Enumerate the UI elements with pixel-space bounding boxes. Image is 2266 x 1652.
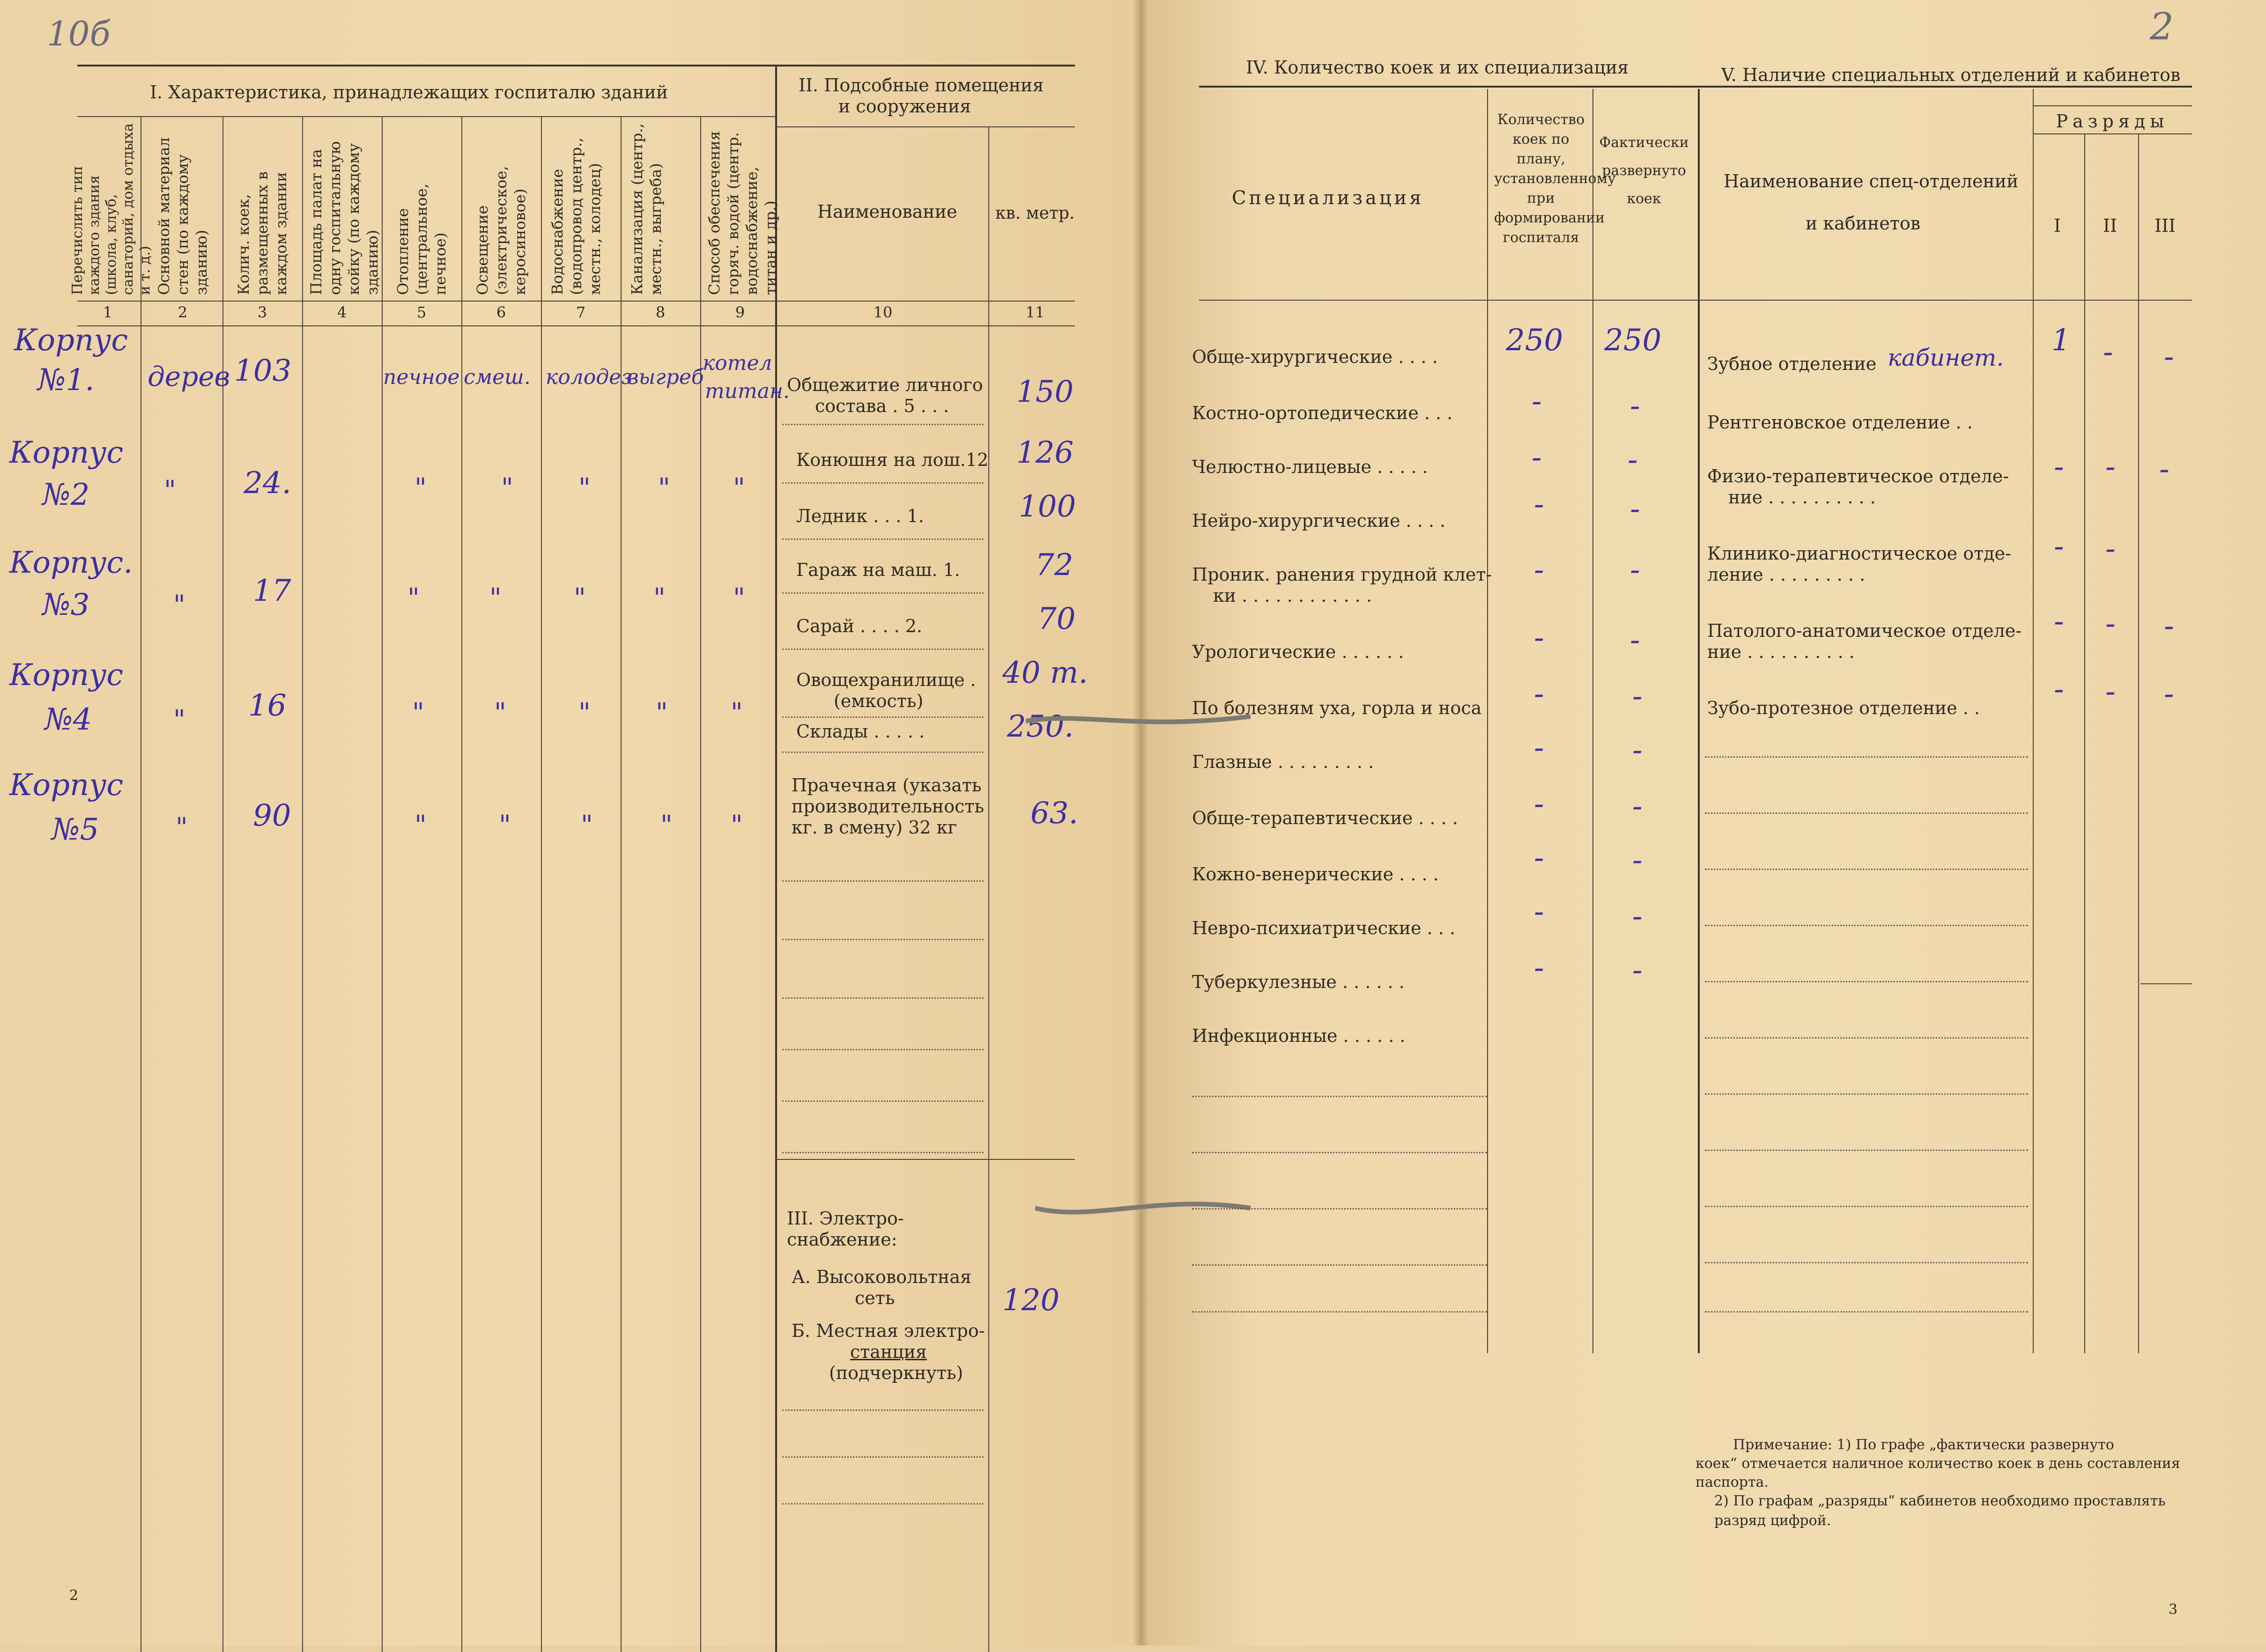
row1-building-b: №1. xyxy=(37,363,95,398)
colnum-8: 8 xyxy=(655,303,666,321)
s2-item1-line1: Общежитие личного xyxy=(787,375,983,395)
s2-item3-line1: Ледник . . . 1. xyxy=(796,506,924,526)
note-line3: паспорта. xyxy=(1696,1474,1769,1490)
row2-wall: " xyxy=(164,475,176,506)
row3-hot: " xyxy=(733,583,745,613)
colnum-2: 2 xyxy=(178,303,188,321)
row4-wall: " xyxy=(173,705,185,735)
s5-row6-r3: - xyxy=(2164,677,2174,711)
s4-row12-fact: - xyxy=(1632,953,1643,988)
s4-row3-name: Челюстно-лицевые . . . . . xyxy=(1192,457,1428,477)
row5-water: " xyxy=(581,810,593,841)
s2-item7-line1: Склады . . . . . xyxy=(796,721,925,742)
row2-light: " xyxy=(501,473,513,503)
s5-row5-r1: - xyxy=(2054,604,2064,639)
s5-row1-r3: - xyxy=(2164,339,2174,374)
s4-row9-name: Обще-терапевтические . . . . xyxy=(1192,808,1458,828)
row5-building-a: Корпус xyxy=(9,768,124,803)
s4-row4-name: Нейро-хирургические . . . . xyxy=(1192,510,1446,531)
col7-header: Водоснабжение (водопровод центр., местн., колодец) xyxy=(548,137,604,295)
col8-header: Канализация (центр., местн., выгреба) xyxy=(628,123,665,295)
colnum-3: 3 xyxy=(257,303,267,321)
s2-item1-line2: состава . 5 . . . xyxy=(815,396,949,416)
s4-row2-plan: - xyxy=(1532,384,1542,419)
row4-beds: 16 xyxy=(248,688,287,723)
s4-row1-fact: 250 xyxy=(1604,323,1662,358)
s4-row5-name-cont: ки . . . . . . . . . . . . xyxy=(1213,585,1372,606)
row2-water: " xyxy=(578,473,591,503)
s4-col-plan: Количество коек по плану, установленному при формировании госпиталя xyxy=(1494,111,1616,246)
s5-row5-r3: - xyxy=(2164,609,2174,643)
s2-item6-value: 40 т. xyxy=(1002,656,1088,690)
row5-light: " xyxy=(499,810,511,841)
col6-header: Освещение (электрическое, керосиновое) xyxy=(474,166,529,295)
row5-sewer: " xyxy=(660,810,673,841)
s4-row10-plan: - xyxy=(1534,841,1544,875)
s3-a-line1: А. Высоковольтная xyxy=(792,1267,971,1287)
section2-title-2: и сооружения xyxy=(838,96,971,117)
s5-row1-r2: - xyxy=(2103,335,2113,369)
col1-header: Перечислить тип каждого здания (школа, клуб, санаторий, дом отдыха и т. д.) xyxy=(69,123,153,295)
s2-item8-value: 63. xyxy=(1030,796,1078,831)
s5-col-name-1: Наименование спец-отделений xyxy=(1724,171,2019,192)
col2-header: Основной материал стен (по каждому зданию) xyxy=(155,137,210,295)
s5-rank-2: II xyxy=(2103,215,2118,236)
row4-building-b: №4 xyxy=(44,702,92,737)
s2-item8-line3: кг. в смену) 32 кг xyxy=(792,817,957,838)
s5-row2-name: Рентгеновское отделение . . xyxy=(1707,412,1973,433)
s4-row12-plan: - xyxy=(1534,951,1544,985)
note-line4: 2) По графам „разряды“ кабинетов необходимо проставлять разряд цифрой. xyxy=(1714,1493,2166,1529)
row4-light: " xyxy=(494,698,506,728)
row4-heat: " xyxy=(412,698,424,728)
row3-sewer: " xyxy=(653,583,666,613)
colnum-11: 11 xyxy=(1025,303,1045,321)
s2-item2-line1: Конюшня на лош.12 xyxy=(796,450,989,470)
s3-a-line2: сеть xyxy=(855,1288,895,1308)
colnum-1: 1 xyxy=(103,303,113,321)
s4-row11-name: Невро-психиатрические . . . xyxy=(1192,918,1456,938)
s4-row9-plan: - xyxy=(1534,787,1544,821)
s4-row11-plan: - xyxy=(1534,894,1544,929)
s5-row1-hand: кабинет. xyxy=(1888,344,2004,371)
pencil-mark-left: 10б xyxy=(47,14,111,53)
s5-row4-r1: - xyxy=(2054,529,2064,564)
colnum-10: 10 xyxy=(873,303,893,321)
s5-col-ranks: Разряды xyxy=(2056,111,2169,132)
s4-row6-plan: - xyxy=(1534,620,1544,655)
row1-building-a: Корпус xyxy=(14,323,128,358)
colnum-4: 4 xyxy=(337,303,347,321)
left-page-number: 2 xyxy=(69,1587,79,1604)
col9-header: Способ обеспечения горяч. водой (центр. водоснабжение, титан и др.) xyxy=(705,131,779,295)
note-line1: Примечание: 1) По графе „фактически развернуто xyxy=(1733,1437,2114,1453)
row4-building-a: Корпус xyxy=(9,658,124,693)
row5-beds: 90 xyxy=(253,798,291,833)
colnum-9: 9 xyxy=(735,303,745,321)
s4-row5-name: Проник. ранения грудной клет- xyxy=(1192,564,1492,585)
s4-row11-fact: - xyxy=(1632,899,1643,934)
row5-hot: " xyxy=(731,810,743,841)
right-page-number: 3 xyxy=(2169,1601,2178,1618)
s2-item8-line2: производительность xyxy=(792,796,985,817)
s4-row12-name: Туберкулезные . . . . . . xyxy=(1192,972,1405,992)
s5-col-name-2: и кабинетов xyxy=(1806,213,1921,234)
colnum-5: 5 xyxy=(416,303,427,321)
s2-item1-value: 150 xyxy=(1016,375,1074,409)
s3-title-2: снабжение: xyxy=(787,1229,897,1250)
row3-beds: 17 xyxy=(253,574,291,608)
s5-row5-name: Патолого-анатомическое отделе- xyxy=(1707,620,2022,641)
s4-row7-plan: - xyxy=(1534,677,1544,711)
s4-row6-name: Урологические . . . . . . xyxy=(1192,642,1404,662)
s4-row1-plan: 250 xyxy=(1506,323,1563,358)
s2-item2-value: 126 xyxy=(1016,435,1074,470)
s4-row10-name: Кожно-венерические . . . . xyxy=(1192,864,1439,885)
row1-beds: 103 xyxy=(234,354,292,388)
s4-row8-plan: - xyxy=(1534,730,1544,765)
col3-header: Колич. коек, размещенных в каждом здании xyxy=(235,171,290,295)
pencil-mark-right: 2 xyxy=(2150,5,2174,48)
row4-water: " xyxy=(578,698,591,728)
section2-col-name: Наименование xyxy=(817,201,957,222)
s2-item5-value: 70 xyxy=(1037,602,1076,636)
s3-b-line1-shown: Б. Местная электро- xyxy=(792,1320,985,1341)
row3-water: " xyxy=(574,583,586,613)
s4-row4-fact: - xyxy=(1630,492,1640,526)
row3-heat: " xyxy=(407,583,420,613)
row2-sewer: " xyxy=(658,473,670,503)
section2-title-1: II. Подсобные помещения xyxy=(799,75,1044,96)
row4-sewer: " xyxy=(656,698,668,728)
s5-row3-name-cont: ние . . . . . . . . . . xyxy=(1728,487,1876,508)
s2-item5-line1: Сарай . . . . 2. xyxy=(796,616,923,636)
s3-b-line2: станция xyxy=(850,1342,927,1362)
row2-hot: " xyxy=(733,473,745,503)
row1-light: смеш. xyxy=(464,365,531,389)
s4-row6-fact: - xyxy=(1630,623,1640,657)
s4-row8-name: Глазные . . . . . . . . . xyxy=(1192,752,1374,772)
s5-row5-r2: - xyxy=(2105,606,2116,641)
s4-row1-name: Обще-хирургические . . . . xyxy=(1192,347,1438,367)
s4-row2-fact: - xyxy=(1630,389,1640,423)
s4-row10-fact: - xyxy=(1632,843,1643,878)
row2-building-a: Корпус xyxy=(9,435,124,470)
row2-building-b: №2 xyxy=(42,478,90,512)
row3-wall: " xyxy=(173,590,185,620)
s5-row4-name-cont: ление . . . . . . . . . xyxy=(1707,564,1866,585)
s3-title-1: III. Электро- xyxy=(787,1208,904,1229)
s5-row1-r1: 1 xyxy=(2051,323,2071,358)
s5-rank-1: I xyxy=(2054,215,2061,236)
s5-row1-name: Зубное отделение xyxy=(1707,354,1877,374)
row3-building-b: №3 xyxy=(42,588,90,622)
s2-item3-value: 100 xyxy=(1019,489,1076,524)
section4-title: IV. Количество коек и их специализация xyxy=(1246,57,1629,78)
s4-col-fact: Фактически развернуто коек xyxy=(1599,134,1689,207)
section1-title: I. Характеристика, принадлежащих госпиталю зданий xyxy=(150,82,668,103)
section5-title: V. Наличие специальных отделений и кабинетов xyxy=(1721,65,2181,85)
row1-hot-a: котел xyxy=(703,351,772,375)
row5-wall: " xyxy=(176,812,188,843)
row1-heat: печное xyxy=(383,365,460,389)
s2-item6-line1: Овощехранилище . xyxy=(796,670,976,690)
note-line2: коек“ отмечается наличное количество коек в день составления xyxy=(1696,1455,2180,1472)
row1-water: колодез xyxy=(546,365,633,389)
s5-row6-r1: - xyxy=(2054,672,2064,707)
colnum-6: 6 xyxy=(496,303,506,321)
s5-rank-3: III xyxy=(2155,215,2176,236)
row1-sewer: выгреб xyxy=(627,365,704,389)
s4-row5-plan: - xyxy=(1534,553,1544,587)
s4-row3-fact: - xyxy=(1628,442,1638,477)
s2-item8-line1: Прачечная (указать xyxy=(792,775,982,796)
s4-col-spec: Специализация xyxy=(1232,187,1424,209)
s5-row3-r3: - xyxy=(2159,452,2170,487)
s4-row4-plan: - xyxy=(1534,487,1544,522)
s5-row6-r2: - xyxy=(2105,674,2116,709)
s5-row6-name: Зубо-протезное отделение . . xyxy=(1707,698,1980,718)
row1-wall: дерев xyxy=(148,361,230,392)
book-fold xyxy=(1133,0,1148,1645)
row5-building-b: №5 xyxy=(52,812,99,847)
s5-row3-name: Физио-терапевтическое отделе- xyxy=(1707,466,2009,487)
s4-row2-name: Костно-ортопедические . . . xyxy=(1192,403,1453,423)
s4-row13-name: Инфекционные . . . . . . xyxy=(1192,1025,1406,1046)
row1-hot-b: титан. xyxy=(705,379,790,403)
colnum-7: 7 xyxy=(576,303,586,321)
row3-light: " xyxy=(489,583,502,613)
col5-header: Отопление (центральное, печное) xyxy=(394,183,449,295)
section2-col-area: кв. метр. xyxy=(995,204,1075,223)
s4-row7-fact: - xyxy=(1632,679,1643,714)
s5-row3-r1: - xyxy=(2054,450,2064,484)
row2-beds: 24. xyxy=(244,466,291,501)
s2-item4-line1: Гараж на маш. 1. xyxy=(796,560,960,580)
col4-header: Площадь палат на одну госпитальную койку (по каждому зданию) xyxy=(307,141,381,295)
s3-value: 120 xyxy=(1002,1283,1060,1318)
s5-row3-r2: - xyxy=(2105,450,2116,484)
s2-item6-line2: (емкость) xyxy=(834,691,924,711)
row3-building-a: Корпус. xyxy=(9,546,133,580)
row5-heat: " xyxy=(415,810,427,841)
row4-hot: " xyxy=(731,698,743,728)
s4-row8-fact: - xyxy=(1632,733,1643,767)
s4-row3-plan: - xyxy=(1532,440,1542,475)
s2-item7-value: 250. xyxy=(1007,709,1074,744)
s5-row4-r2: - xyxy=(2105,531,2116,566)
s5-row5-name-cont: ние . . . . . . . . . . xyxy=(1707,642,1855,662)
s4-row7-name: По болезням уха, горла и носа xyxy=(1192,698,1482,718)
row2-heat: " xyxy=(415,473,427,503)
s4-row5-fact: - xyxy=(1630,553,1640,587)
s2-item4-value: 72 xyxy=(1035,548,1074,583)
s5-row4-name: Клинико-диагностическое отде- xyxy=(1707,543,2011,564)
s3-b-line3: (подчеркнуть) xyxy=(829,1363,963,1383)
s4-row9-fact: - xyxy=(1632,789,1643,824)
